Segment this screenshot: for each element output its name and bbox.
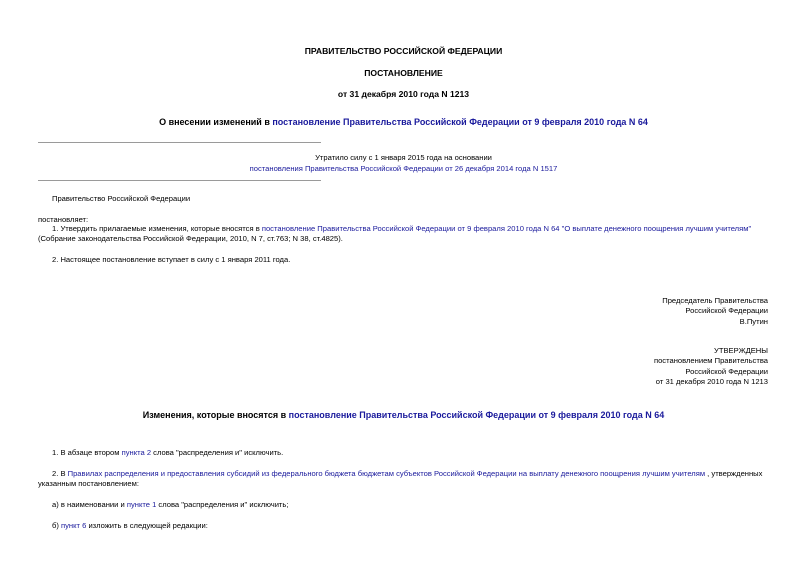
change-1-suffix: слова "распределения и" исключить. — [151, 448, 284, 457]
change-2a — [52, 500, 288, 510]
change-2-suffix: , утвержденных указанным постановлением: — [38, 469, 763, 489]
item-1-prefix: 1. Утвердить прилагаемые изменения, которые вносятся в — [52, 224, 262, 233]
approved-block — [468, 346, 768, 387]
status-rule-top — [38, 142, 321, 143]
change-2a-link[interactable]: пункте 1 — [126, 500, 157, 509]
item-2: 2. Настоящее постановление вступает в силу с 1 января 2011 года. — [52, 255, 291, 264]
approved-line-2: постановлением Правительства — [653, 356, 768, 366]
status-link[interactable]: постановления Правительства Российской Федерации от 26 декабря 2014 года N 1517 — [249, 164, 558, 173]
approved-line-4: от 31 декабря 2010 года N 1213 — [655, 376, 768, 386]
item-1-link[interactable]: постановление Правительства Российской Федерации от 9 февраля 2010 года N 64 "О выплате денежного поощрения лучшим учителям" — [261, 224, 752, 233]
status-rule-bottom — [38, 180, 321, 181]
change-2a-suffix: слова "распределения и" исключить; — [156, 500, 289, 509]
status-line: Утратило силу с 1 января 2015 года на основании — [315, 153, 492, 162]
change-1-link[interactable]: пункта 2 — [121, 448, 152, 457]
signature-name: В.Путин — [739, 316, 768, 326]
signature-block — [468, 296, 768, 327]
signature-line-2: Российской Федерации — [685, 306, 768, 316]
document-date-number: от 31 декабря 2010 года N 1213 — [337, 89, 470, 99]
decrees-text: постановляет: — [38, 215, 89, 224]
changes-heading — [0, 409, 807, 421]
title-prefix: О внесении изменений в — [159, 117, 273, 127]
issuer-text: Правительство Российской Федерации — [52, 194, 191, 203]
change-2-prefix: 2. В — [52, 469, 68, 478]
changes-heading-link[interactable]: постановление Правительства Российской Федерации от 9 февраля 2010 года N 64 — [288, 410, 665, 420]
approved-line-3: Российской Федерации — [685, 366, 768, 376]
change-2b-suffix: изложить в следующей редакции: — [86, 521, 208, 530]
change-2a-prefix: а) в наименовании и — [52, 500, 127, 509]
document-type: ПОСТАНОВЛЕНИЕ — [364, 68, 443, 78]
change-2b — [52, 521, 208, 531]
title-link[interactable]: постановление Правительства Российской Федерации от 9 февраля 2010 года N 64 — [272, 117, 648, 127]
change-1 — [52, 448, 283, 458]
item-1-suffix: (Собрание законодательства Российской Федерации, 2010, N 7, ст.763; N 38, ст.4825). — [38, 234, 343, 244]
change-1-prefix: 1. В абзаце втором — [52, 448, 122, 457]
change-2b-prefix: б) — [52, 521, 61, 530]
item-1 — [38, 224, 768, 245]
change-2-link[interactable]: Правилах распределения и предоставления субсидий из федерального бюджета бюджетам субъектов Российской Федерации на выплату денежного поощрения лучшим учителям — [67, 469, 706, 478]
approved-line-1: УТВЕРЖДЕНЫ — [714, 346, 768, 355]
changes-heading-prefix: Изменения, которые вносятся в — [142, 410, 289, 420]
change-2 — [38, 469, 768, 490]
signature-line-1: Председатель Правительства — [662, 296, 768, 305]
document-title — [0, 116, 807, 128]
status-link-line — [0, 164, 807, 174]
change-2b-link[interactable]: пункт 6 — [61, 521, 87, 530]
government-heading: ПРАВИТЕЛЬСТВО РОССИЙСКОЙ ФЕДЕРАЦИИ — [304, 46, 503, 56]
